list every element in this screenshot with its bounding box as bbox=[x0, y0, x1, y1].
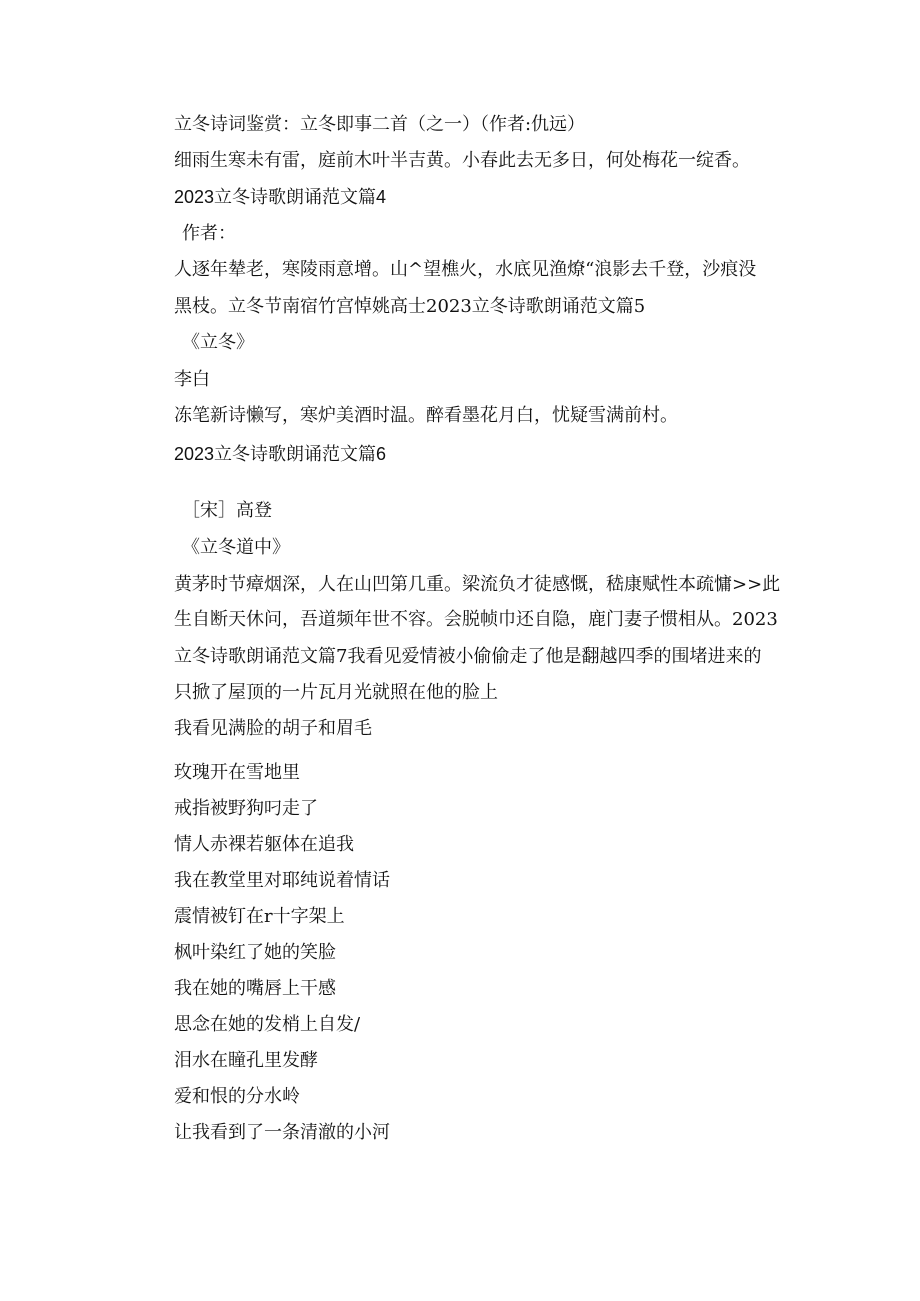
text-line: 生自断天休问，吾道频年世不容。会脱帧巾还自隐，鹿门妻子惯相从。2023 bbox=[174, 609, 778, 630]
poem-line: 情人赤裸若躯体在追我 bbox=[174, 834, 354, 855]
poem-line: 爱和恨的分水岭 bbox=[174, 1086, 300, 1107]
text-line: 立冬诗歌朗诵范文篇7我看见爱情被小偷偷走了他是翻越四季的围堵进来的 bbox=[174, 646, 762, 667]
text-line: 冻笔新诗懒写，寒炉美酒时温。醉看墨花月白，忧疑雪满前村。 bbox=[174, 405, 678, 426]
poem-line: 枫叶染红了她的笑脸 bbox=[174, 942, 336, 963]
text-line: 人逐年辇老，寒陵雨意增。山^望樵火，水底见渔燎“浪影去千登，沙痕没 bbox=[174, 259, 757, 280]
poem-line: 让我看到了一条清澈的小河 bbox=[174, 1122, 390, 1143]
poem-line: 我在她的嘴唇上干感 bbox=[174, 978, 336, 999]
text-line: 细雨生寒未有雷，庭前木叶半吉黄。小春此去无多日，何处梅花一绽香。 bbox=[174, 150, 750, 171]
section-heading-4: 2023立冬诗歌朗诵范文篇4 bbox=[174, 187, 387, 207]
poem-line: 戒指被野狗叼走了 bbox=[174, 798, 318, 819]
poem-line: 我在教堂里对耶纯说着情话 bbox=[174, 870, 390, 891]
poem-line: 思念在她的发梢上自发/ bbox=[174, 1014, 361, 1035]
poem-title: 《立冬》 bbox=[182, 332, 254, 353]
text-line: 只掀了屋顶的一片瓦月光就照在他的脸上 bbox=[174, 682, 498, 703]
section-heading-6: 2023立冬诗歌朗诵范文篇6 bbox=[174, 444, 387, 464]
poem-line: 震情被钉在r十字架上 bbox=[174, 906, 345, 927]
text-line: 黑枝。立冬节南宿竹宫悼姚高士2023立冬诗歌朗诵范文篇5 bbox=[174, 296, 646, 317]
text-line: 我看见满脸的胡子和眉毛 bbox=[174, 718, 372, 739]
poem-title: 《立冬道中》 bbox=[182, 537, 290, 558]
poem-line: 玫瑰开在雪地里 bbox=[174, 762, 300, 783]
poem-author: ［宋］高登 bbox=[182, 500, 272, 521]
text-line: 黄茅时节瘴烟深，人在山凹第几重。梁流负才徒感慨，嵇康赋性本疏慵>>此 bbox=[174, 574, 781, 595]
poem-author: 李白 bbox=[174, 369, 210, 390]
author-label: 作者： bbox=[182, 223, 236, 244]
poem-appreciation-heading: 立冬诗词鉴赏：立冬即事二首（之一）（作者:仇远） bbox=[174, 114, 586, 135]
poem-line: 泪水在瞳孔里发酵 bbox=[174, 1050, 318, 1071]
